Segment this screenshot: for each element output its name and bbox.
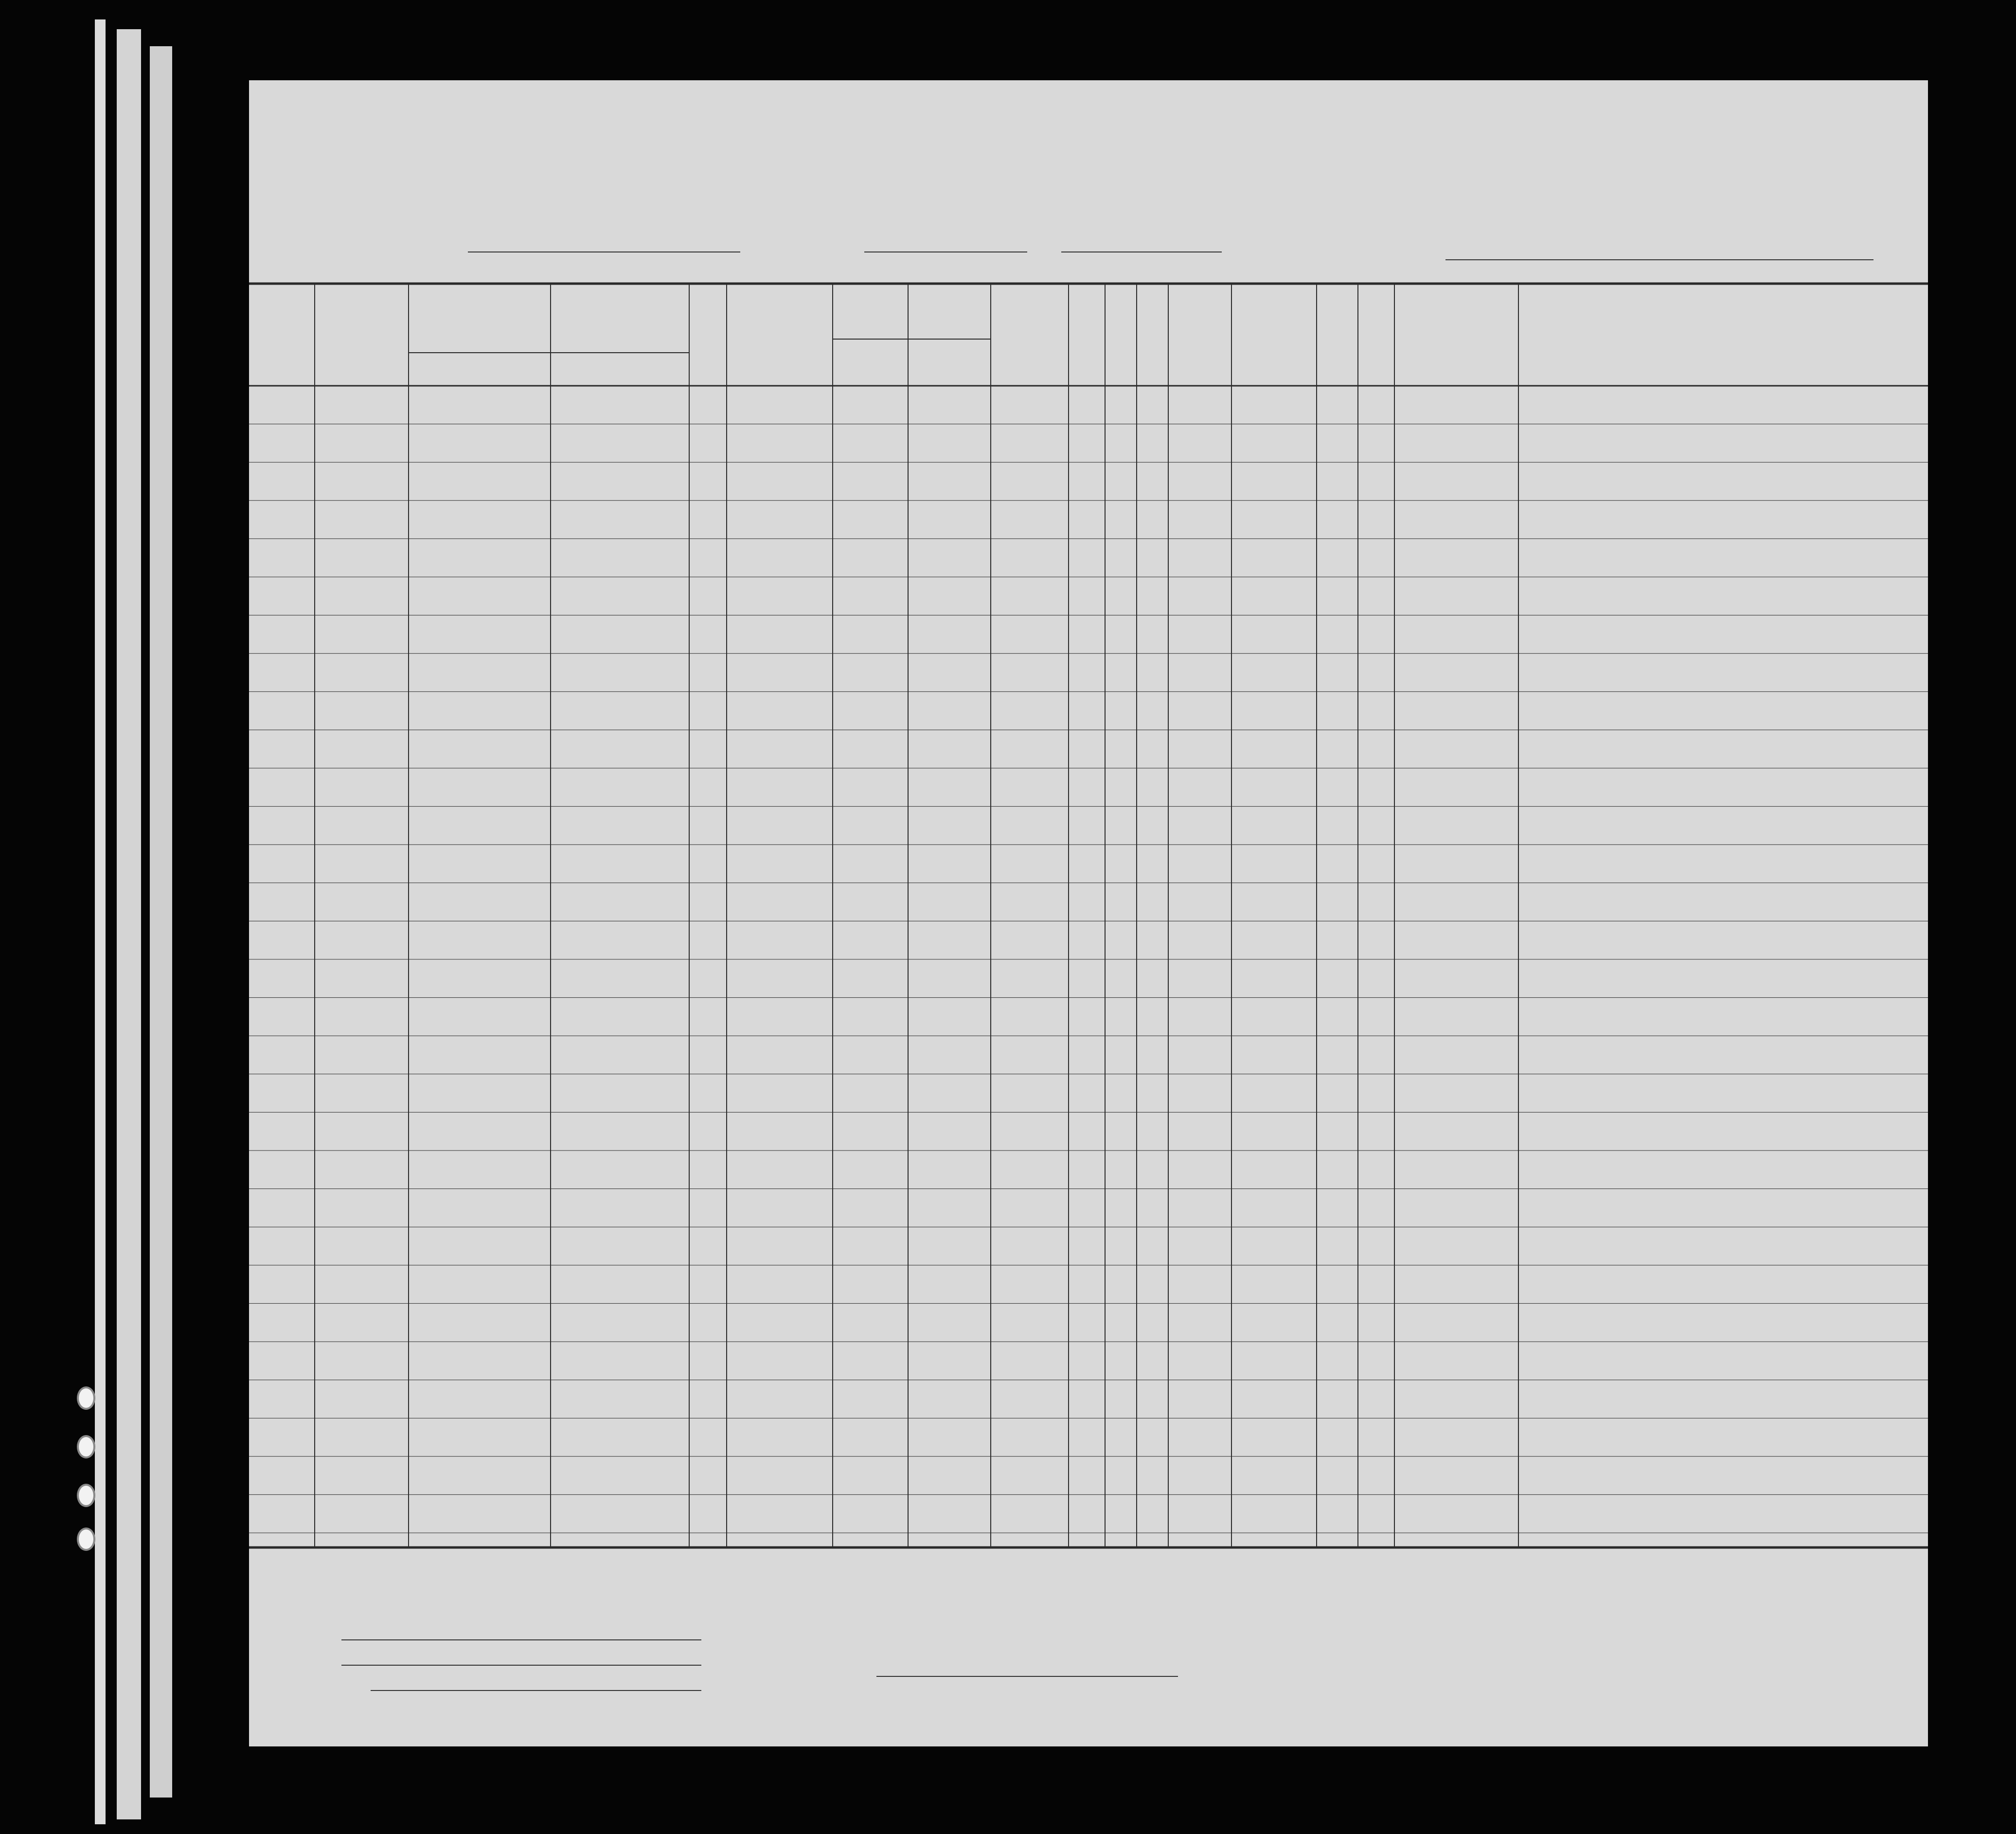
punch-hole (77, 1528, 95, 1551)
agents-field (371, 1690, 701, 1691)
binder-strip (95, 19, 106, 1824)
binder-strip (150, 46, 172, 1798)
manifest-table-grid (249, 80, 1928, 1746)
line-field (341, 1639, 701, 1640)
owners-field (341, 1665, 701, 1666)
inspector-signature-line (876, 1676, 1178, 1677)
punch-hole (77, 1435, 95, 1458)
punch-hole (77, 1484, 95, 1507)
manifest-sheet (249, 80, 1928, 1746)
binder-strip (117, 29, 141, 1819)
punch-hole (77, 1386, 95, 1410)
